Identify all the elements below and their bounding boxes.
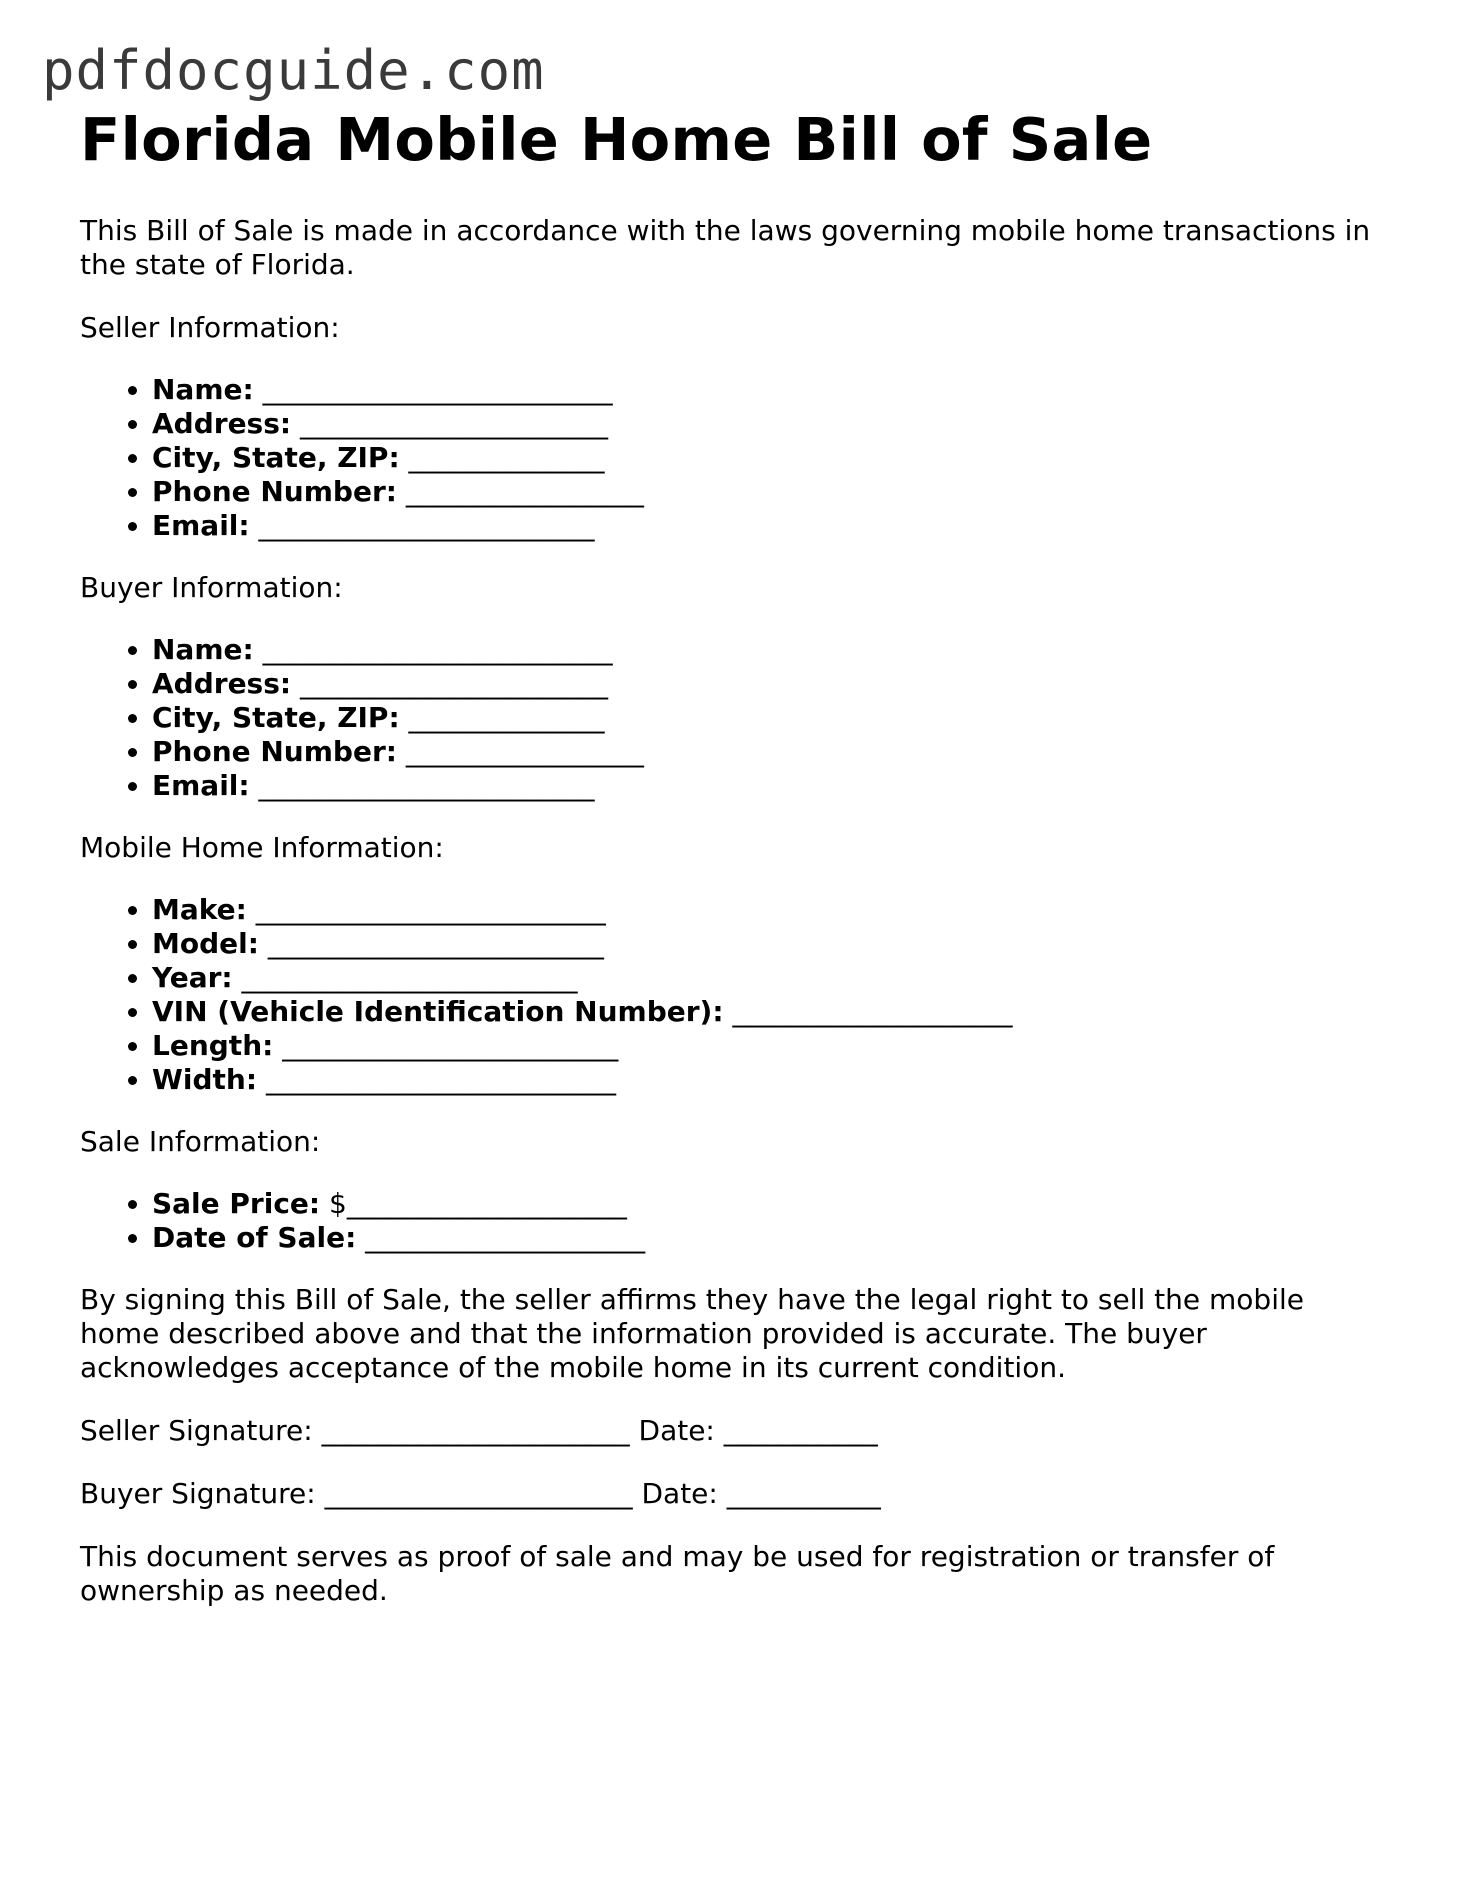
field-label: VIN (Vehicle Identification Number): bbox=[152, 995, 724, 1028]
buyer-email-field[interactable] bbox=[152, 769, 1390, 803]
field-label: Length: bbox=[152, 1029, 274, 1062]
buyer-address-field[interactable] bbox=[152, 667, 1390, 701]
seller-email-field[interactable] bbox=[152, 509, 1390, 543]
field-blank[interactable]: ______________________ bbox=[291, 667, 608, 700]
field-label: Phone Number: bbox=[152, 735, 397, 768]
field-blank[interactable]: _________________________ bbox=[246, 893, 606, 926]
field-blank[interactable]: ________________________ bbox=[249, 769, 595, 802]
field-blank[interactable]: ________________________ bbox=[232, 961, 578, 994]
buyer-field-list bbox=[80, 633, 1390, 803]
home-vin-field[interactable] bbox=[152, 995, 1390, 1029]
sale-field-list bbox=[80, 1187, 1390, 1255]
field-label: Make: bbox=[152, 893, 247, 926]
field-blank[interactable]: $____________________ bbox=[320, 1187, 627, 1220]
field-label: Email: bbox=[152, 769, 250, 802]
buyer-phone-field[interactable] bbox=[152, 735, 1390, 769]
buyer-section-heading: Buyer Information: bbox=[80, 571, 343, 604]
field-label: Year: bbox=[152, 961, 233, 994]
intro-paragraph: This Bill of Sale is made in accordance with the laws governing mobile home transactions in the state of Florida. bbox=[80, 214, 1371, 281]
field-label: Date of Sale: bbox=[152, 1221, 357, 1254]
buyer-city-state-zip-field[interactable] bbox=[152, 701, 1390, 735]
field-blank[interactable]: _________________________ bbox=[253, 633, 613, 666]
seller-name-field[interactable] bbox=[152, 373, 1390, 407]
document-page bbox=[80, 100, 1390, 1608]
field-label: Name: bbox=[152, 633, 254, 666]
field-label: City, State, ZIP: bbox=[152, 701, 400, 734]
field-blank[interactable]: _________________________ bbox=[253, 373, 613, 406]
seller-field-list bbox=[80, 373, 1390, 543]
field-blank[interactable]: ______________ bbox=[399, 441, 605, 474]
sale-date-field[interactable] bbox=[152, 1221, 1390, 1255]
home-make-field[interactable] bbox=[152, 893, 1390, 927]
sale-price-field[interactable] bbox=[152, 1187, 1390, 1221]
home-width-field[interactable] bbox=[152, 1063, 1390, 1097]
field-blank[interactable]: ________________________ bbox=[273, 1029, 619, 1062]
home-length-field[interactable] bbox=[152, 1029, 1390, 1063]
field-blank[interactable]: ____________________ bbox=[723, 995, 1013, 1028]
field-label: Address: bbox=[152, 667, 292, 700]
field-blank[interactable]: ________________________ bbox=[249, 509, 595, 542]
seller-section-heading: Seller Information: bbox=[80, 311, 340, 344]
seller-address-field[interactable] bbox=[152, 407, 1390, 441]
field-label: Address: bbox=[152, 407, 292, 440]
field-label: Email: bbox=[152, 509, 250, 542]
field-blank[interactable]: _________________________ bbox=[257, 1063, 616, 1096]
field-blank[interactable]: ______________________ bbox=[291, 407, 608, 440]
closing-paragraph: This document serves as proof of sale and may be used for registration or transfer of ownership as needed. bbox=[80, 1540, 1275, 1607]
field-blank[interactable]: _________________ bbox=[396, 735, 644, 768]
field-blank[interactable]: ____________________ bbox=[356, 1221, 646, 1254]
seller-phone-field[interactable] bbox=[152, 475, 1390, 509]
watermark: pdfdocguide.com bbox=[42, 39, 545, 102]
field-label: Sale Price: bbox=[152, 1187, 321, 1220]
sale-section-heading: Sale Information: bbox=[80, 1125, 321, 1158]
field-label: Model: bbox=[152, 927, 259, 960]
field-label: Width: bbox=[152, 1063, 258, 1096]
buyer-name-field[interactable] bbox=[152, 633, 1390, 667]
buyer-signature-line[interactable]: Buyer Signature: ______________________ Date: ___________ bbox=[80, 1477, 881, 1510]
seller-city-state-zip-field[interactable] bbox=[152, 441, 1390, 475]
affirmation-paragraph: By signing this Bill of Sale, the seller affirms they have the legal right to sell the mobile home described above and that the information provided is accurate. The buyer acknowledges acceptance of the mobile home in its current condition. bbox=[80, 1283, 1304, 1384]
document-title: Florida Mobile Home Bill of Sale bbox=[80, 105, 1153, 174]
seller-signature-line[interactable]: Seller Signature: ______________________ Date: ___________ bbox=[80, 1414, 878, 1447]
field-blank[interactable]: ________________________ bbox=[258, 927, 604, 960]
field-label: Phone Number: bbox=[152, 475, 397, 508]
field-label: City, State, ZIP: bbox=[152, 441, 400, 474]
field-label: Name: bbox=[152, 373, 254, 406]
field-blank[interactable]: _________________ bbox=[396, 475, 644, 508]
field-blank[interactable]: ______________ bbox=[399, 701, 605, 734]
home-field-list bbox=[80, 893, 1390, 1097]
home-model-field[interactable] bbox=[152, 927, 1390, 961]
home-year-field[interactable] bbox=[152, 961, 1390, 995]
home-section-heading: Mobile Home Information: bbox=[80, 831, 444, 864]
